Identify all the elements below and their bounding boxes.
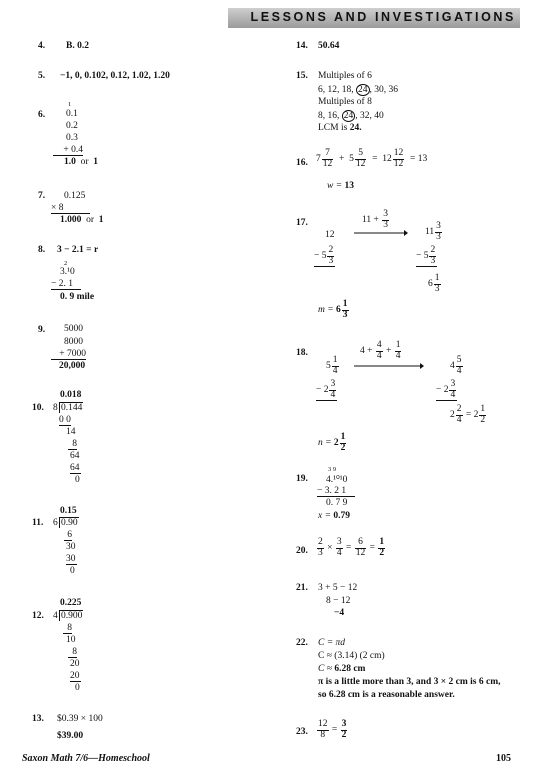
problem-6-addend-2: 0.2 — [66, 121, 78, 131]
problem-10-step-4: 64 — [70, 451, 80, 461]
answer-label: m = — [318, 305, 334, 316]
problem-16-equation — [316, 149, 427, 169]
mixed-3-den: 12 — [393, 158, 404, 169]
regroup-arrow-icon — [354, 229, 408, 237]
problem-6-number: 6. — [38, 110, 46, 120]
min-num: 1 — [332, 355, 338, 365]
problem-8-subtrahend: − 2. 1 — [51, 279, 81, 290]
problem-21-number: 21. — [296, 583, 308, 593]
problem-11-step-4: 0 — [70, 566, 75, 576]
problem-22-answer: 6.28 cm — [334, 664, 366, 674]
answer-den: 3 — [342, 309, 348, 320]
frac-2-den: 4 — [336, 547, 342, 558]
problem-11-step-2: 30 — [66, 542, 76, 552]
problem-8-number: 8. — [38, 245, 46, 255]
multiples-8-a: 8, 16, — [318, 111, 342, 121]
problem-17-regroup-note — [362, 210, 390, 230]
problem-18-regroup-note — [360, 341, 402, 361]
problem-12-step-5: 20 — [70, 671, 80, 681]
problem-7-number: 7. — [38, 191, 46, 201]
diff-num: 1 — [434, 273, 440, 283]
diff-den: 4 — [456, 414, 462, 425]
plus-sign: + — [339, 154, 345, 165]
sub2-den: 4 — [450, 389, 456, 400]
section-header-bar — [228, 8, 520, 28]
equals-sign: = — [331, 725, 338, 736]
regrouped-num: 3 — [436, 221, 441, 231]
equals-13: = 13 — [409, 154, 428, 165]
problem-12-dividend: 0.900 — [61, 611, 83, 621]
problem-12-step-3: 8 — [68, 647, 77, 658]
equals-sign: = — [465, 410, 472, 421]
problem-17-subtrahend-2 — [416, 246, 437, 267]
problem-18-regrouped — [450, 356, 464, 376]
problem-21-line-2: 8 − 12 — [326, 596, 351, 606]
min-whole: 5 — [326, 361, 331, 372]
equals-sign-2: = — [369, 543, 375, 554]
problem-20-number: 20. — [296, 546, 308, 556]
problem-10-step-1: 0 0 — [59, 415, 71, 425]
problem-19-minuend: 4.¹⁰¹0 — [326, 475, 348, 485]
problem-10-step-6: 0 — [75, 475, 80, 485]
problem-11-dividend: 0.90 — [61, 518, 78, 528]
problem-17-subtrahend — [314, 246, 335, 267]
problem-15-line-1: Multiples of 6 — [318, 71, 372, 81]
diff-whole: 6 — [428, 279, 433, 290]
problem-8-equation: 3 − 2.1 = r — [57, 245, 99, 255]
mixed-3-num: 12 — [393, 148, 404, 158]
problem-15-line-5 — [318, 123, 362, 133]
mixed-1-num: 7 — [322, 149, 334, 160]
problem-19-carry: 3 9 — [328, 466, 337, 473]
regroup-num-2: 1 — [395, 340, 401, 350]
problem-7-product: 1.000 — [60, 215, 82, 225]
diff-whole: 2 — [450, 410, 455, 421]
problem-12-step-4: 20 — [70, 659, 80, 669]
regroup-den: 3 — [383, 219, 389, 230]
sub2-whole: − 2 — [436, 385, 449, 396]
problem-7-factor-1: 0.125 — [64, 191, 86, 201]
regroup-den-2: 4 — [395, 350, 401, 361]
frac-1-num: 12 — [318, 719, 328, 729]
book-title-footer: Saxon Math 7/6—Homeschool — [22, 753, 150, 764]
frac-1-den: 3 — [318, 547, 323, 558]
problem-18-subtrahend-2 — [436, 380, 457, 401]
equals-sign: = — [345, 543, 352, 554]
problem-22-line-1: C = πd — [318, 638, 346, 648]
problem-15-number: 15. — [296, 71, 308, 81]
frac-4-num: 1 — [379, 537, 385, 547]
section-title: LESSONS AND INVESTIGATIONS — [250, 10, 516, 24]
problem-8-carry: 2 — [64, 260, 68, 267]
problem-21-answer: −4 — [334, 608, 345, 618]
problem-8-minuend: 3.¹0 — [60, 267, 75, 277]
problem-11-divisor: 6 — [53, 518, 58, 528]
times-sign: × — [327, 543, 333, 554]
mixed-1-whole: 7 — [316, 154, 321, 165]
problem-11-quotient: 0.15 — [60, 506, 77, 516]
multiples-6-a: 6, 12, 18, — [318, 85, 356, 95]
problem-5-answer: −1, 0, 0.102, 0.12, 1.02, 1.20 — [60, 71, 170, 81]
regrouped-whole: 11 — [425, 227, 435, 238]
problem-12-number: 12. — [32, 611, 44, 621]
problem-19-answer-label: x = — [318, 511, 332, 521]
circled-24-a: 24 — [358, 85, 368, 95]
problem-6-sum-alt: 1 — [93, 157, 99, 167]
multiples-6-b: , 30, 36 — [369, 85, 398, 95]
problem-9-number: 9. — [38, 325, 46, 335]
problem-9-addend-1: 5000 — [64, 324, 83, 334]
frac-3-den: 12 — [355, 547, 366, 558]
regrouped-den: 3 — [436, 231, 441, 242]
problem-6-sum: 1.0 — [64, 157, 76, 167]
simp-den: 2 — [480, 414, 486, 425]
problem-22-line-2: C ≈ (3.14) (2 cm) — [318, 651, 385, 661]
regroup-den-1: 4 — [376, 350, 382, 361]
problem-10-quotient: 0.018 — [60, 390, 82, 400]
problem-22-explanation-1: π is a little more than 3, and 3 × 2 cm is 6 cm, — [318, 677, 501, 687]
mixed-3-whole: 12 — [382, 154, 392, 165]
regrouped-den: 4 — [456, 365, 462, 376]
frac-1-num: 2 — [318, 537, 323, 547]
problem-18-minuend — [326, 356, 340, 376]
problem-19-difference: 0. 7 9 — [326, 498, 348, 508]
problem-13-number: 13. — [32, 714, 44, 724]
problem-13-answer: $39.00 — [57, 731, 84, 741]
problem-12-step-2: 10 — [66, 635, 76, 645]
problem-6-addend-4: + 0.4 — [53, 145, 83, 156]
mixed-2-num: 5 — [355, 149, 367, 160]
sub-den: 3 — [328, 255, 334, 266]
answer-label: n = — [318, 438, 332, 449]
problem-7-or: or — [86, 215, 95, 225]
regrouped-whole: 4 — [450, 361, 455, 372]
problem-23-number: 23. — [296, 727, 308, 737]
diff-den: 3 — [434, 283, 440, 294]
problem-12-step-6: 0 — [75, 683, 80, 693]
problem-12-step-1: 8 — [63, 623, 72, 634]
problem-6-addend-1: 0.1 — [66, 109, 78, 119]
sub2-num: 2 — [430, 245, 436, 255]
frac-1-den: 8 — [320, 729, 326, 740]
problem-18-number: 18. — [296, 348, 308, 358]
sub2-whole: − 5 — [416, 251, 429, 262]
problem-21-line-1: 3 + 5 − 12 — [318, 583, 358, 593]
problem-10-divisor: 8 — [53, 403, 58, 413]
problem-10-step-5: 64 — [70, 463, 80, 473]
simp-num: 1 — [480, 404, 486, 414]
answer-num: 1 — [340, 432, 346, 442]
problem-15-line-2 — [318, 84, 398, 96]
problem-19-subtrahend: − 3. 2 1 — [317, 486, 355, 497]
problem-6-addend-3: 0.3 — [66, 133, 78, 143]
circled-24-b: 24 — [343, 111, 354, 121]
problem-15-line-4 — [318, 110, 384, 122]
regroup-num-1: 4 — [376, 340, 382, 350]
problem-6-or: or — [80, 157, 89, 167]
problem-19-answer: 0.79 — [333, 511, 351, 521]
problem-16-answer: 13 — [344, 181, 354, 191]
regroup-num: 3 — [383, 209, 389, 219]
answer-den: 2 — [340, 442, 346, 453]
problem-8-answer: 0. 9 mile — [60, 292, 95, 302]
problem-11-step-3: 30 — [66, 554, 76, 564]
mixed-2-den: 12 — [355, 158, 366, 169]
regroup-whole: 4 + — [360, 346, 373, 357]
problem-10-step-2: 14 — [66, 427, 76, 437]
problem-5-number: 5. — [38, 71, 46, 81]
problem-6-carry: 1 — [68, 101, 72, 108]
equals-sign: = — [372, 154, 378, 165]
problem-12-quotient: 0.225 — [60, 598, 82, 608]
problem-17-answer — [318, 300, 350, 320]
sub-whole: − 2 — [316, 385, 329, 396]
problem-23-equation — [316, 720, 348, 740]
problem-17-difference — [428, 274, 442, 294]
frac-2-num: 3 — [336, 537, 342, 547]
problem-20-equation — [316, 538, 386, 558]
sub-den: 4 — [330, 389, 336, 400]
problem-11-step-1: 6 — [64, 530, 72, 541]
problem-9-addend-3: + 7000 — [51, 349, 86, 360]
problem-9-sum: 20,000 — [59, 361, 86, 371]
min-den: 4 — [332, 365, 338, 376]
answer-num: 1 — [342, 299, 348, 309]
frac-2-num: 3 — [341, 719, 347, 729]
regroup-whole: 11 + — [362, 215, 379, 226]
mixed-2-whole: 5 — [349, 154, 354, 165]
multiples-8-b: , 32, 40 — [355, 111, 384, 121]
mixed-1-den: 12 — [322, 158, 333, 169]
problem-18-difference — [450, 405, 487, 425]
simp-whole: 2 — [473, 410, 479, 421]
sub-num: 2 — [328, 245, 334, 255]
problem-11-number: 11. — [32, 518, 44, 528]
problem-16-number: 16. — [296, 158, 308, 168]
problem-4-answer: B. 0.2 — [66, 41, 89, 51]
answer-whole: 2 — [333, 438, 339, 449]
sub-num: 3 — [330, 379, 336, 389]
problem-9-addend-2: 8000 — [64, 337, 83, 347]
problem-10-dividend: 0.144 — [61, 403, 83, 413]
frac-3-num: 6 — [355, 538, 367, 549]
problem-4-number: 4. — [38, 41, 46, 51]
problem-16-answer-label: w = — [327, 181, 343, 191]
problem-22-line-3-label: C ≈ — [318, 664, 332, 674]
problem-14-number: 14. — [296, 41, 308, 51]
problem-17-minuend: 12 — [325, 230, 335, 240]
problem-18-subtrahend — [316, 380, 337, 401]
sub2-den: 3 — [430, 255, 436, 266]
problem-7-product-alt: 1 — [98, 215, 104, 225]
problem-19-number: 19. — [296, 474, 308, 484]
problem-14-answer: 50.64 — [318, 41, 340, 51]
sub-whole: − 5 — [314, 251, 327, 262]
problem-17-regrouped — [425, 222, 443, 242]
regrouped-num: 5 — [456, 355, 462, 365]
problem-18-answer — [318, 433, 347, 453]
sub2-num: 3 — [450, 379, 456, 389]
problem-7-factor-2: × 8 — [51, 203, 90, 214]
problem-13-expression: $0.39 × 100 — [57, 714, 103, 724]
problem-10-step-3: 8 — [68, 439, 77, 450]
problem-12-divisor: 4 — [53, 611, 58, 621]
problem-17-number: 17. — [296, 218, 308, 228]
plus-sign: + — [385, 346, 392, 357]
lcm-answer: 24. — [349, 123, 362, 133]
problem-22-explanation-2: so 6.28 cm is a reasonable answer. — [318, 690, 455, 700]
frac-4-den: 2 — [379, 547, 385, 558]
problem-22-number: 22. — [296, 638, 308, 648]
answer-whole: 6 — [336, 305, 341, 316]
frac-2-den: 2 — [341, 729, 347, 740]
diff-num: 2 — [456, 404, 462, 414]
problem-15-line-3: Multiples of 8 — [318, 97, 372, 107]
problem-10-number: 10. — [32, 403, 44, 413]
lcm-label: LCM is — [318, 123, 350, 133]
page-number: 105 — [496, 753, 511, 764]
regroup-arrow-icon — [354, 362, 424, 370]
